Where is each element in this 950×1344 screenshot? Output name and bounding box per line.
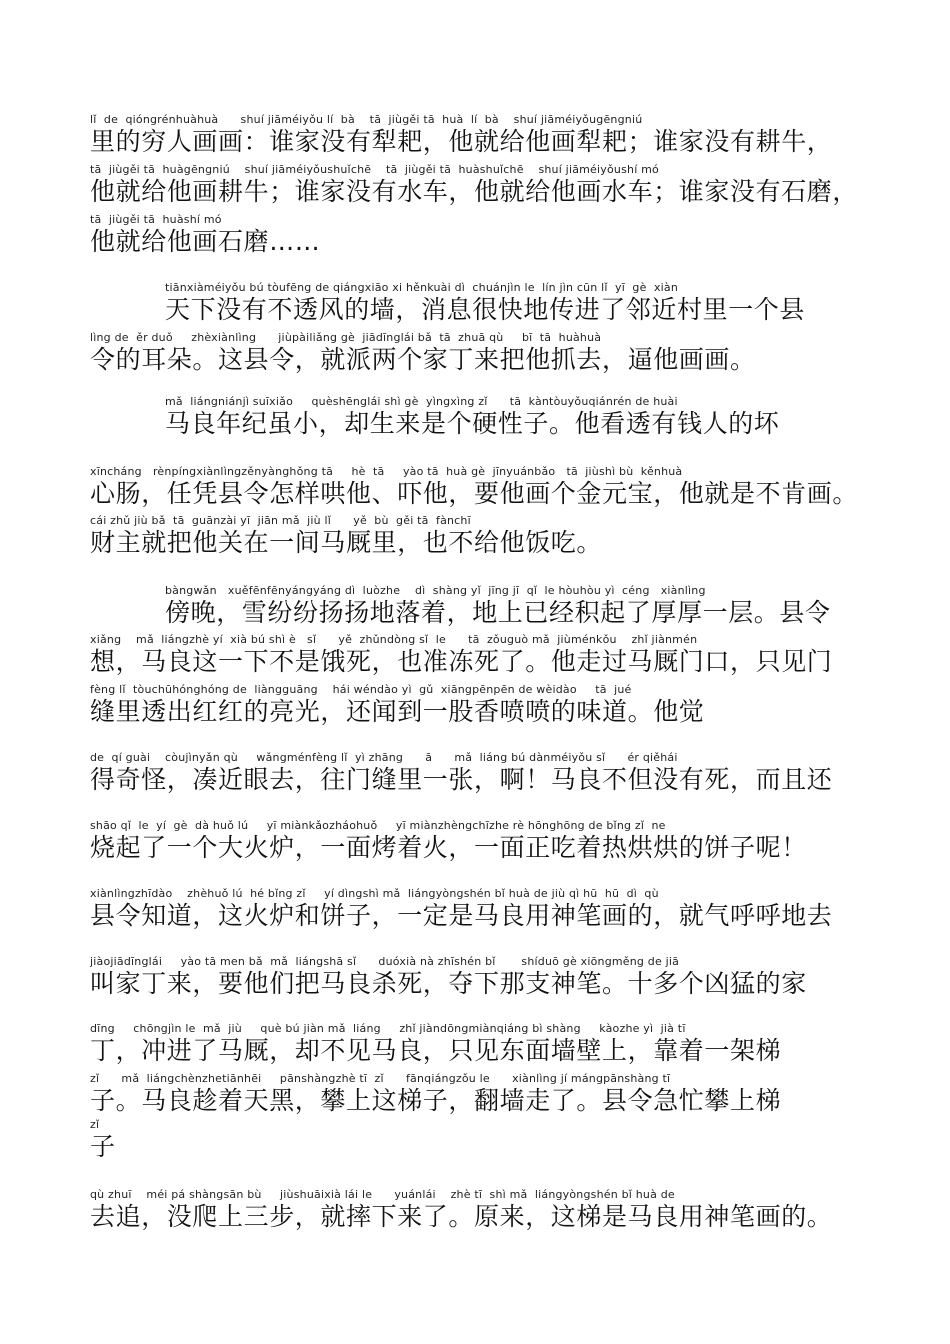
chinese-text: 里的穷人画画：谁家没有犁耙，他就给他画犁耙；谁家没有耕牛， [90,127,833,156]
chinese-text: 叫家丁来，要他们把马良杀死，夺下那支神笔。十多个凶猛的家 [90,969,807,998]
text-line-6 [165,395,870,445]
chinese-text: 去追，没爬上三步，就摔下来了。原来，这梯是马良用神笔画的。 [90,1202,833,1231]
text-line-3 [90,213,870,263]
pinyin-annotation: xiànlìngzhīdào zhèhuǒ lú hé bǐng zǐ yí dìngshì mǎ liángyòngshén bǐ huà de jiù qì hū hū dì qù [90,887,659,900]
chinese-text: 烧起了一个大火炉，一面烤着火，一面正吃着热烘烘的饼子呢！ [90,833,807,862]
pinyin-annotation: shāo qǐ le yí gè dà huǒ lú yī miànkǎozháohuǒ yī miànzhèngchīzhe rè hōnghōng de bǐng zǐ ne [90,819,666,832]
pinyin-annotation: cái zhǔ jiù bǎ tā guānzài yī jiān mǎ jiù lǐ yě bù gěi tā fànchī [90,514,471,527]
text-line-7 [90,465,870,515]
text-line-19 [90,1188,870,1238]
text-line-8 [90,514,870,564]
text-line-13 [90,819,870,869]
pinyin-annotation: zǐ [90,1118,100,1131]
text-line-4 [165,281,870,331]
chinese-text: 想，马良这一下不是饿死，也准冻死了。他走过马厩门口，只见门 [90,647,833,676]
pinyin-annotation: mǎ liángniánjì suīxiǎo quèshēnglái shì gè yìngxìng zǐ tā kàntòuyǒuqiánrén de huài [165,395,678,408]
chinese-text: 子 [90,1132,116,1161]
text-line-17 [90,1072,870,1122]
text-line-15 [90,955,870,1005]
chinese-text: 丁，冲进了马厩，却不见马良，只见东面墙壁上，靠着一架梯 [90,1036,782,1065]
chinese-text: 天下没有不透风的墙，消息很快地传进了邻近村里一个县 [165,295,806,324]
pinyin-annotation: de qí guài còujìnyǎn qù wǎngménfèng lǐ yì zhāng ā mǎ liáng bú dànméiyǒu sǐ ér qiěhái [90,751,678,764]
chinese-text: 缝里透出红红的亮光，还闻到一股香喷喷的味道。他觉 [90,697,705,726]
pinyin-annotation: bàngwǎn xuěfēnfēnyángyáng dì luòzhe dì shàng yǐ jīng jī qǐ le hòuhòu yì céng xiànlìng [165,584,706,597]
pinyin-annotation: tā jiùgěi tā huàshí mó [90,213,222,226]
pinyin-annotation: zǐ mǎ liángchènzhetiānhēi pānshàngzhè tī zǐ fānqiángzǒu le xiànlìng jí mángpānshàng tī [90,1072,671,1085]
pinyin-annotation: xiǎng mǎ liángzhè yí xià bú shì è sǐ yě zhǔndòng sǐ le tā zǒuguò mǎ jiùménkǒu zhǐ jiànmén [90,633,698,646]
chinese-text: 傍晚，雪纷纷扬扬地落着，地上已经积起了厚厚一层。县令 [165,598,831,627]
chinese-text: 子。马良趁着天黑，攀上这梯子，翻墙走了。县令急忙攀上梯 [90,1086,782,1115]
text-line-10 [90,633,870,683]
pinyin-annotation: jiàojiādīnglái yào tā men bǎ mǎ liángshā sǐ duóxià nà zhīshén bǐ shíduō gè xiōngměng de jiā [90,955,680,968]
text-line-2 [90,163,870,213]
chinese-text: 马良年纪虽小，却生来是个硬性子。他看透有钱人的坏 [165,409,780,438]
pinyin-annotation: lǐ de qióngrénhuàhuà shuí jiāméiyǒu lí bà tā jiùgěi tā huà lí bà shuí jiāméiyǒugēngniú [90,113,643,126]
chinese-text: 他就给他画耕牛；谁家没有水车，他就给他画水车；谁家没有石磨， [90,177,859,206]
text-line-18 [90,1118,870,1168]
pinyin-annotation: dīng chōngjìn le mǎ jiù què bú jiàn mǎ liáng zhǐ jiàndōngmiànqiáng bì shàng kàozhe yì jià tī [90,1022,686,1035]
text-line-1 [90,113,870,163]
chinese-text: 令的耳朵。这县令，就派两个家丁来把他抓去，逼他画画。 [90,345,756,374]
chinese-text: 心肠，任凭县令怎样哄他、吓他，要他画个金元宝，他就是不肯画。 [90,479,859,508]
pinyin-annotation: fèng lǐ tòuchūhónghóng de liàngguāng hái wéndào yì gǔ xiāngpēnpēn de wèidào tā jué [90,683,632,696]
pinyin-annotation: tiānxiàméiyǒu bú tòufēng de qiángxiāo xi hěnkuài dì chuánjìn le lín jìn cūn lǐ yī gè xiàn [165,281,679,294]
text-line-12 [90,751,870,801]
text-line-9 [165,584,870,634]
pinyin-annotation: qù zhuī méi pá shàngsān bù jiùshuāixià lái le yuánlái zhè tī shì mǎ liángyòngshén bǐ huà de [90,1188,675,1201]
pinyin-annotation: lìng de ěr duǒ zhèxiànlìng jiùpàiliǎng gè jiādīnglái bǎ tā zhuā qù bī tā huàhuà [90,331,602,344]
chinese-text: 财主就把他关在一间马厩里，也不给他饭吃。 [90,528,603,557]
pinyin-annotation: tā jiùgěi tā huàgēngniú shuí jiāméiyǒushuǐchē tā jiùgěi tā huàshuǐchē shuí jiāméiyǒushí mó [90,163,659,176]
text-line-14 [90,887,870,937]
text-line-11 [90,683,870,733]
chinese-text: 县令知道，这火炉和饼子，一定是马良用神笔画的，就气呼呼地去 [90,901,833,930]
chinese-text: 得奇怪，凑近眼去，往门缝里一张，啊！马良不但没有死，而且还 [90,765,833,794]
pinyin-annotation: xīncháng rènpíngxiànlìngzěnyànghǒng tā hè tā yào tā huà gè jīnyuánbǎo tā jiùshì bù kěnhuà [90,465,683,478]
chinese-text: 他就给他画石磨…… [90,227,321,256]
text-line-5 [90,331,870,381]
text-line-16 [90,1022,870,1072]
